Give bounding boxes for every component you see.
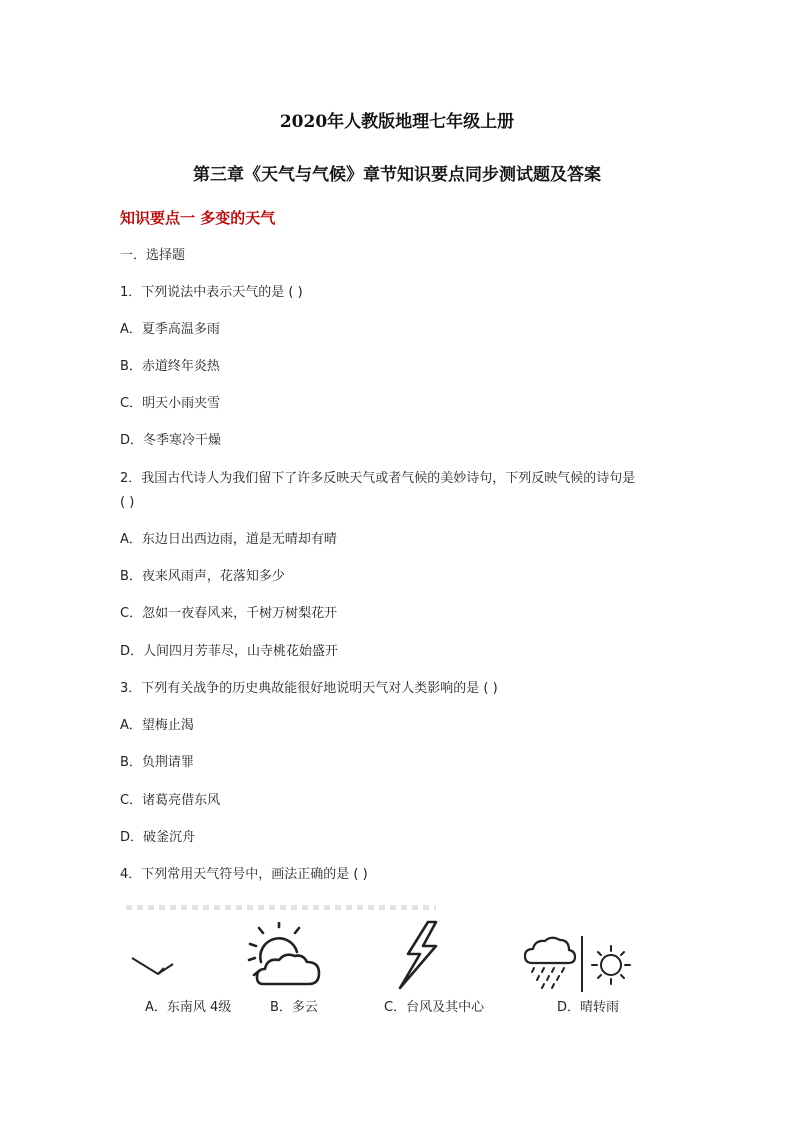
q1-option-d: D．冬季寒冷干燥: [120, 433, 222, 448]
q3-option-c: C．诸葛亮借东风: [120, 793, 221, 808]
lightning-icon: [396, 920, 440, 990]
q1-option-c: C．明天小雨夹雪: [120, 396, 221, 411]
q1-option-b: B．赤道终年炎热: [120, 359, 220, 374]
q3-option-b: B．负荆请罪: [120, 755, 194, 770]
wind-barb-icon: [128, 948, 178, 984]
q2-option-a: A．东边日出西边雨，道是无晴却有晴: [120, 532, 337, 547]
partly-cloudy-icon: [247, 922, 325, 990]
question-2-stem: 2．我国古代诗人为我们留下了许多反映天气或者气候的美妙诗句，下列反映气候的诗句是: [120, 471, 636, 486]
figure-caption-c: C．台风及其中心: [384, 1000, 485, 1015]
divider-line: [580, 936, 584, 992]
q1-option-a: A．夏季高温多雨: [120, 322, 220, 337]
sun-icon: [590, 944, 632, 986]
figure-caption-a: A．东南风 4级: [145, 1000, 232, 1015]
q3-option-a: A．望梅止渴: [120, 718, 194, 733]
figure-caption-d: D．晴转雨: [557, 1000, 620, 1015]
scan-artifact: [126, 905, 436, 910]
question-2-stem-cont: ( ): [120, 495, 135, 510]
q2-option-d: D．人间四月芳菲尽，山寺桃花始盛开: [120, 644, 339, 659]
section-heading: 知识要点一 多变的天气: [120, 209, 276, 227]
question-1-stem: 1．下列说法中表示天气的是 ( ): [120, 285, 303, 300]
question-4-stem: 4．下列常用天气符号中，画法正确的是 ( ): [120, 867, 368, 882]
document-subtitle: 第三章《天气与气候》章节知识要点同步测试题及答案: [193, 165, 601, 185]
question-3-stem: 3．下列有关战争的历史典故能很好地说明天气对人类影响的是 ( ): [120, 681, 498, 696]
question-type-label: 一．选择题: [120, 248, 186, 263]
q3-option-d: D．破釜沉舟: [120, 830, 196, 845]
figure-caption-b: B．多云: [270, 1000, 318, 1015]
q2-option-b: B．夜来风雨声，花落知多少: [120, 569, 285, 584]
q2-option-c: C．忽如一夜春风来，千树万树梨花开: [120, 606, 338, 621]
rain-cloud-icon: [522, 935, 578, 989]
document-title: 2020年人教版地理七年级上册: [279, 112, 515, 132]
